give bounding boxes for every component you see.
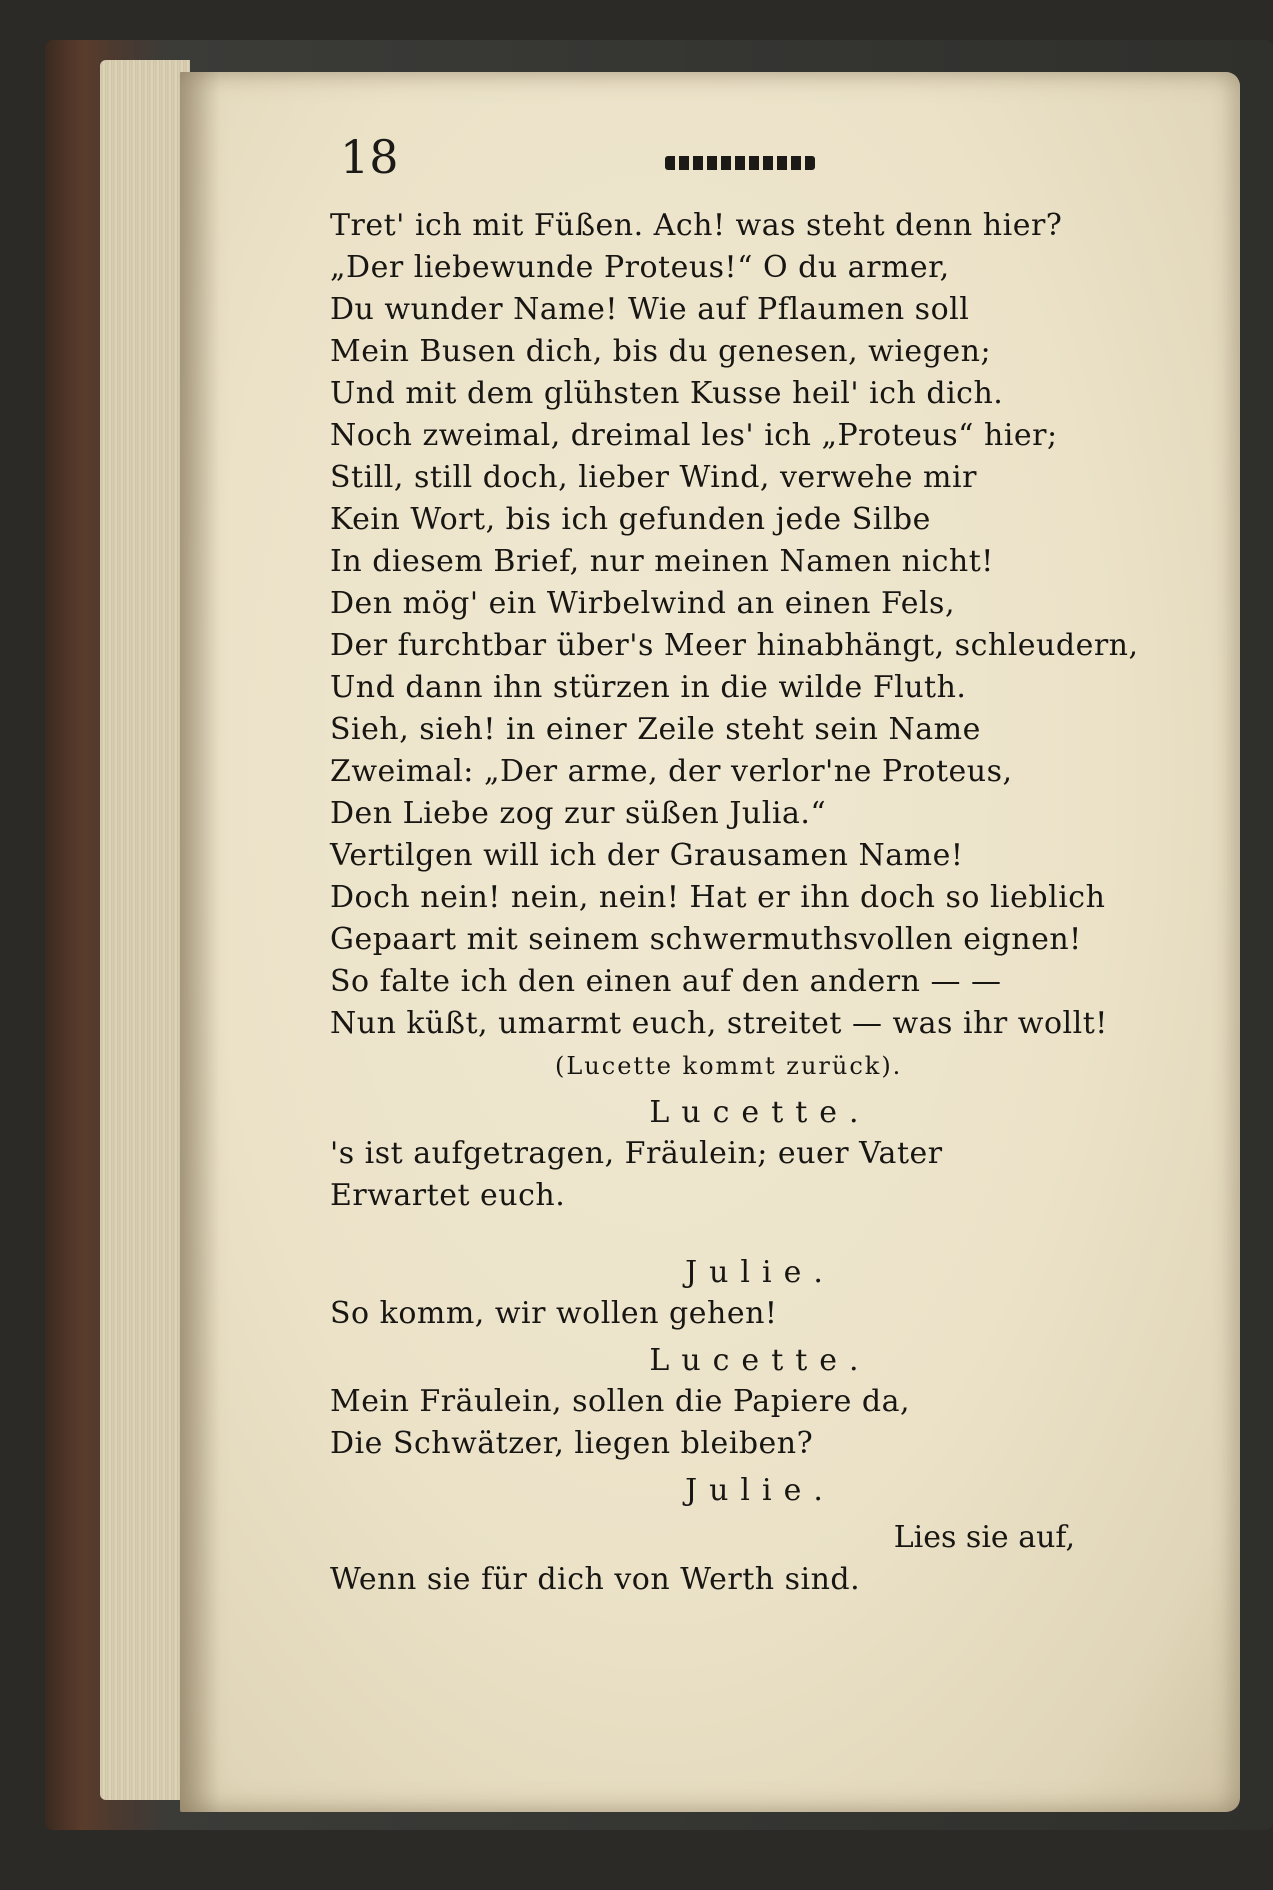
verse-line: Sieh, sieh! in einer Zeile steht sein Name [330, 712, 981, 747]
gutter-shadow [180, 72, 220, 1812]
page-header [340, 130, 840, 190]
verse-line: So falte ich den einen auf den andern — — [330, 964, 1002, 999]
verse-line: Gepaart mit seinem schwermuthsvollen eignen! [330, 922, 1082, 957]
verse-line: Mein Fräulein, sollen die Papiere da, [330, 1384, 911, 1419]
verse-line: Den mög' ein Wirbelwind an einen Fels, [330, 586, 955, 621]
verse-line: Die Schwätzer, liegen bleiben? [330, 1426, 814, 1461]
verse-line: Noch zweimal, dreimal les' ich „Proteus“ hier; [330, 418, 1058, 453]
stage-direction: (Lucette kommt zurück). [555, 1052, 903, 1080]
verse-line: Den Liebe zog zur süßen Julia.“ [330, 796, 827, 831]
verse-line: Du wunder Name! Wie auf Pflaumen soll [330, 292, 970, 327]
page-edges [100, 60, 190, 1800]
header-ornament [665, 156, 815, 170]
verse-line: Und dann ihn stürzen in die wilde Fluth. [330, 670, 967, 705]
speaker-name: Julie. [685, 1255, 835, 1290]
verse-line: Erwartet euch. [330, 1178, 566, 1213]
text-block [330, 205, 1139, 1601]
speaker-name: Lucette. [649, 1095, 871, 1130]
verse-line: In diesem Brief, nur meinen Namen nicht! [330, 544, 994, 579]
verse-line: Doch nein! nein, nein! Hat er ihn doch so lieblich [330, 880, 1106, 915]
verse-line: Nun küßt, umarmt euch, streitet — was ihr wollt! [330, 1006, 1108, 1041]
verse-line: 's ist aufgetragen, Fräulein; euer Vater [330, 1136, 943, 1171]
verse-line: Zweimal: „Der arme, der verlor'ne Proteus, [330, 754, 1013, 789]
verse-line: Vertilgen will ich der Grausamen Name! [330, 838, 964, 873]
verse-line: Tret' ich mit Füßen. Ach! was steht denn hier? [330, 208, 1063, 243]
verse-line: Der furchtbar über's Meer hinabhängt, schleudern, [330, 628, 1139, 663]
verse-line: Wenn sie für dich von Werth sind. [330, 1562, 861, 1597]
verse-line: Mein Busen dich, bis du genesen, wiegen; [330, 334, 992, 369]
verse-line: Still, still doch, lieber Wind, verwehe mir [330, 460, 977, 495]
verse-line-continued: Lies sie auf, [893, 1520, 1075, 1555]
verse-line: Und mit dem glühsten Kusse heil' ich dich. [330, 376, 1004, 411]
verse-line: „Der liebewunde Proteus!“ O du armer, [330, 250, 950, 285]
page-number: 18 [340, 130, 399, 184]
verse-line: Kein Wort, bis ich gefunden jede Silbe [330, 502, 931, 537]
speaker-name: Lucette. [649, 1343, 871, 1378]
verse-line: So komm, wir wollen gehen! [330, 1296, 778, 1331]
speaker-name: Julie. [685, 1473, 835, 1508]
